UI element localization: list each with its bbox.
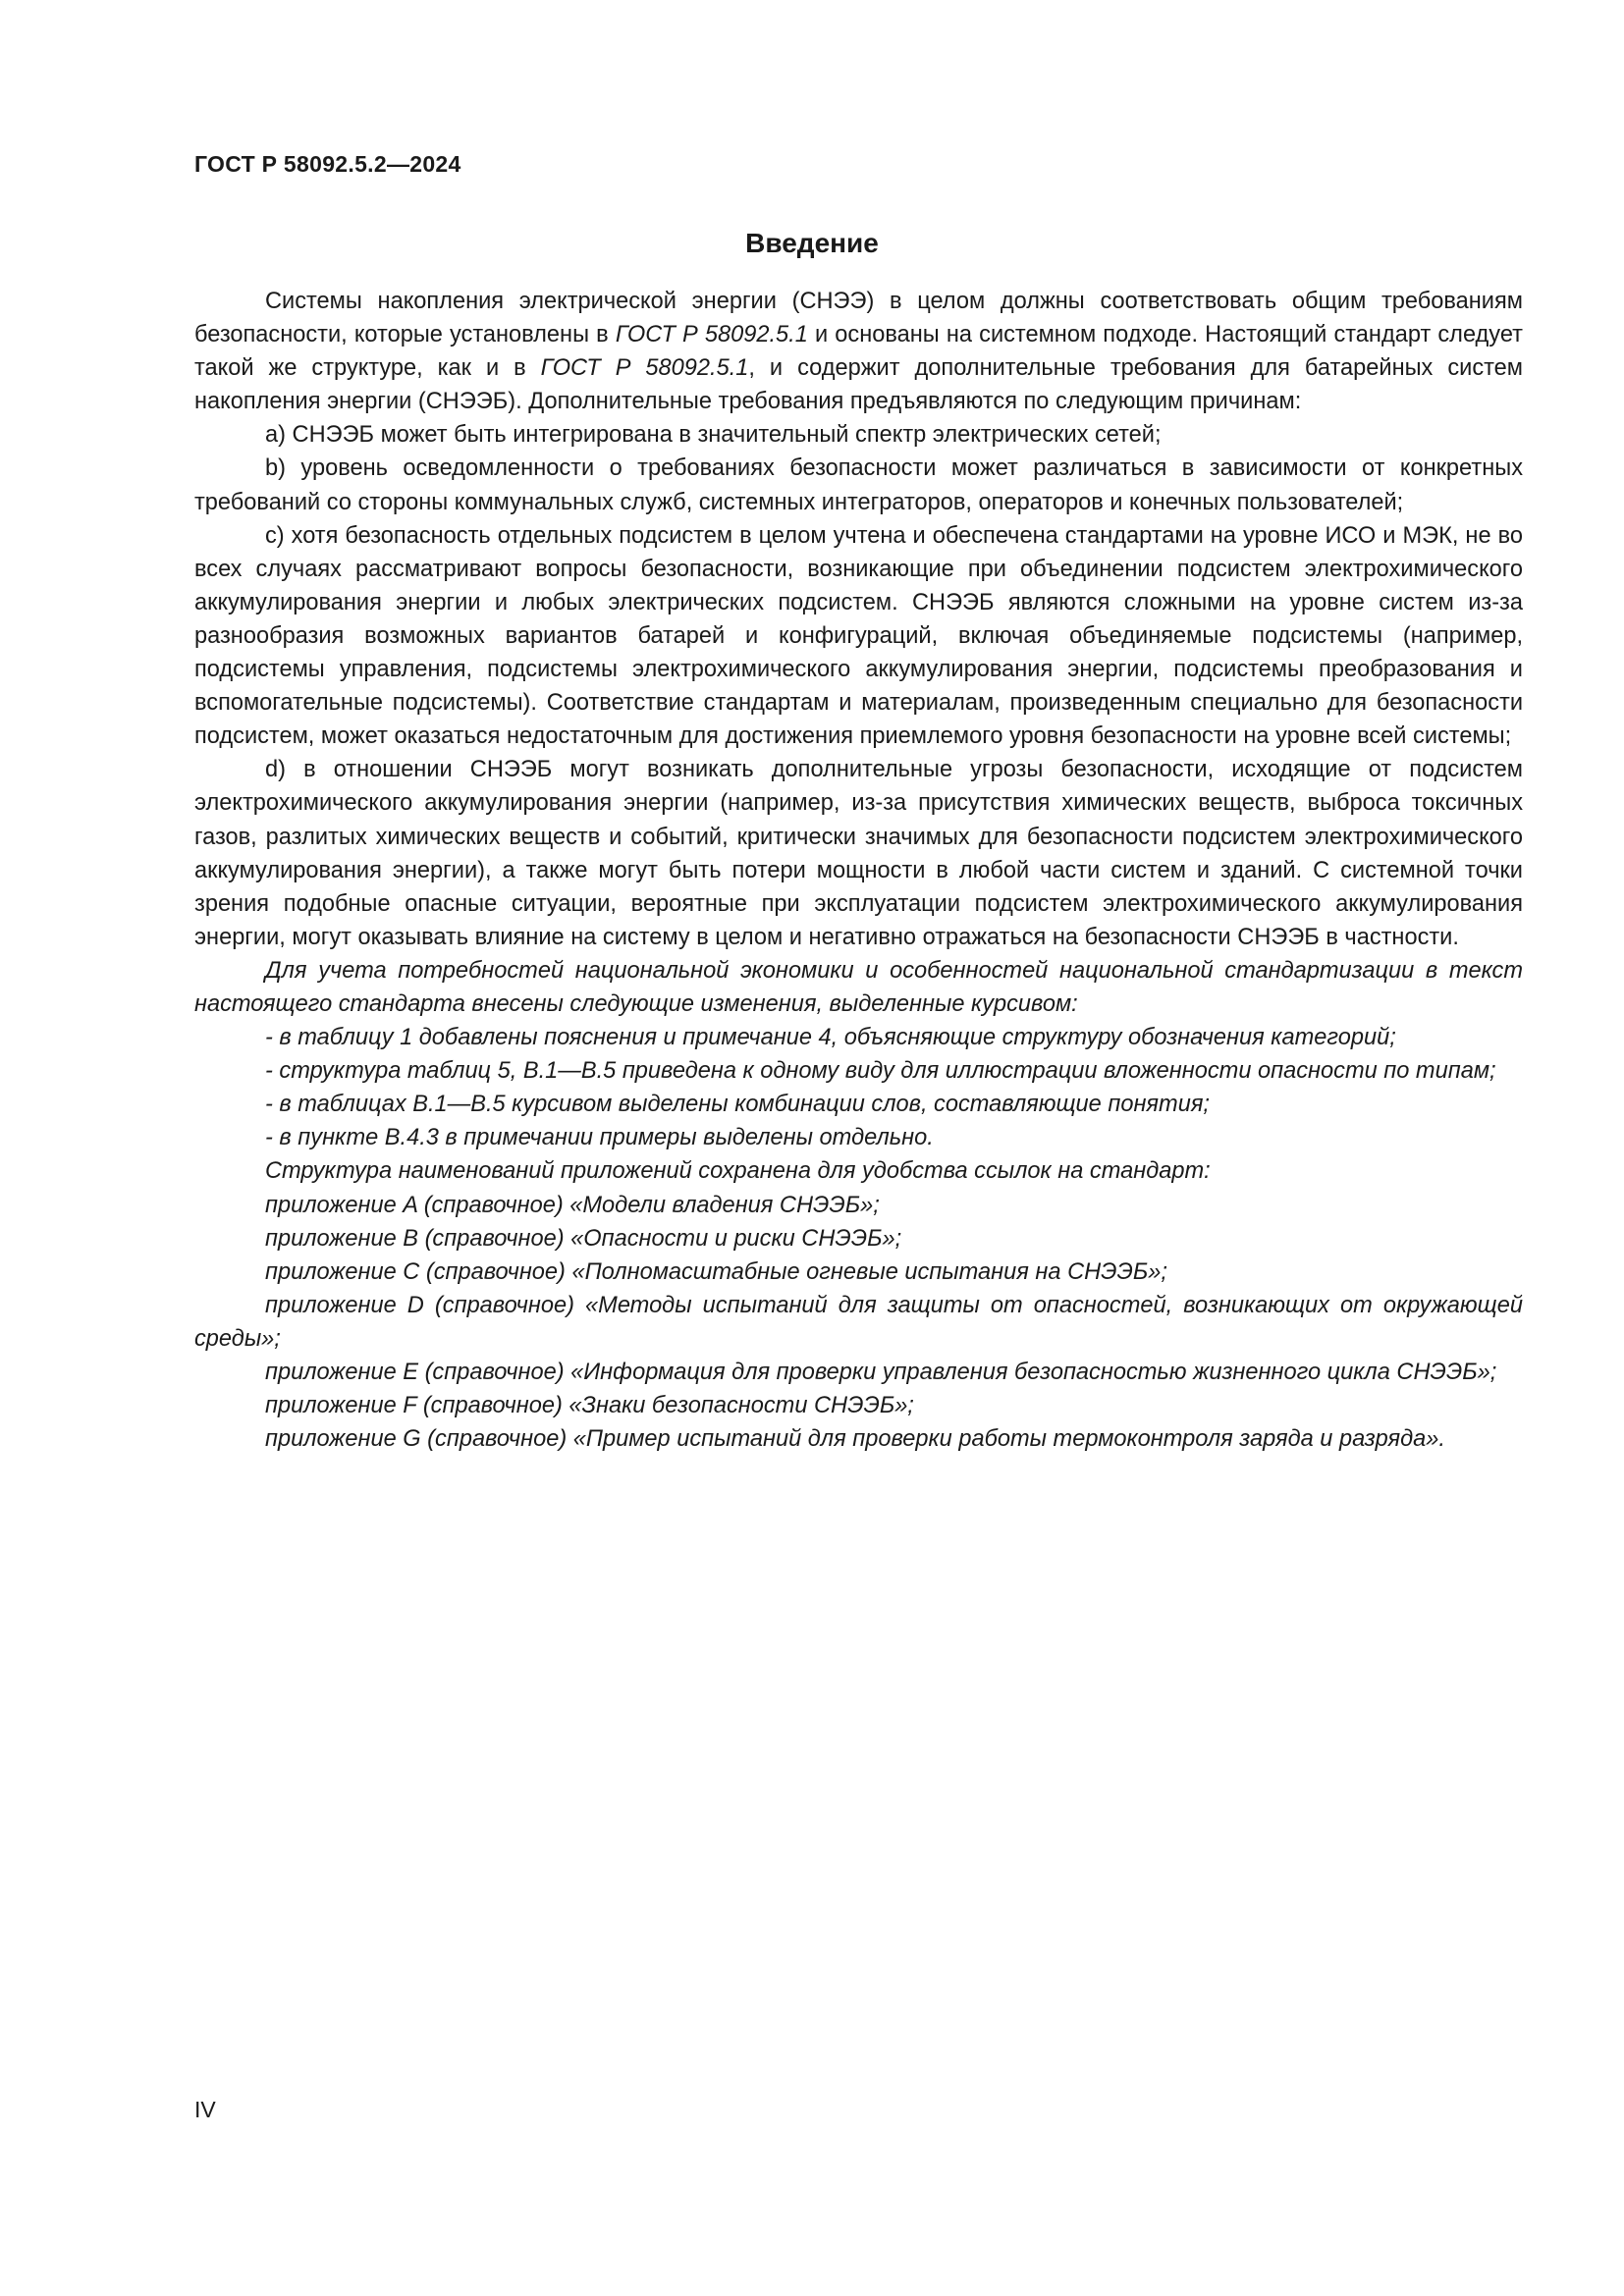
reason-item-b: b) уровень осведомленности о требованиях безопасности может различаться в зависимости от конкретных требований со стороны коммунальных служб, системных интеграторов, операторов и конечных пользователей; <box>194 455 1523 515</box>
intro-paragraph: Системы накопления электрической энергии (СНЭЭ) в целом должны соответствовать общим требованиям безопасности, которые установлены в ГОСТ Р 58092.5.1 и основаны на системном подходе. Настоящий стандарт следует такой же структуре, как и в ГОСТ Р 58092.5.1, и содержит дополнительные требования для батарейных систем накопления энергии (СНЭЭБ). Дополнительные требования предъявляются по следующим причинам: <box>194 289 1523 415</box>
standard-reference: ГОСТ Р 58092.5.1 <box>540 355 749 382</box>
change-item: - в пункте B.4.3 в примечании примеры выделены отдельно. <box>265 1125 934 1151</box>
annex-item-e: приложение E (справочное) «Информация для проверки управления безопасностью жизненного цикла СНЭЭБ»; <box>265 1360 1497 1385</box>
annex-item-c: приложение C (справочное) «Полномасштабные огневые испытания на СНЭЭБ»; <box>265 1258 1167 1285</box>
change-item: - в таблицах B.1—B.5 курсивом выделены комбинации слов, составляющие понятия; <box>265 1092 1210 1118</box>
section-title: Введение <box>745 228 879 258</box>
annex-item-f: приложение F (справочное) «Знаки безопасности СНЭЭБ»; <box>265 1393 914 1419</box>
document-designation: ГОСТ Р 58092.5.2—2024 <box>194 151 461 177</box>
document-body <box>194 285 1523 1456</box>
reason-item-c: c) хотя безопасность отдельных подсистем в целом учтена и обеспечена стандартами на уровне ИСО и МЭК, не во всех случаях рассматривают вопросы безопасности, возникающие при объединении подсистем электрохимического аккумулирования энергии и любых электрических подсистем. СНЭЭБ являются сложными на уровне систем из-за разнообразия возможных вариантов батарей и конфигураций, включая объединяемые подсистемы (например, подсистемы управления, подсистемы электрохимического аккумулирования энергии, подсистемы преобразования и вспомогательные подсистемы). Соответствие стандартам и материалам, произведенным специально для безопасности подсистем, может оказаться недостаточным для достижения приемлемого уровня безопасности на уровне всей системы; <box>194 522 1523 750</box>
change-item: - в таблицу 1 добавлены пояснения и примечание 4, объясняющие структуру обозначения категорий; <box>265 1025 1396 1051</box>
national-changes-lead: Для учета потребностей национальной экономики и особенностей национальной стандартизации в текст настоящего стандарта внесены следующие изменения, выделенные курсивом: <box>194 957 1523 1017</box>
reason-item-a: a) СНЭЭБ может быть интегрирована в значительный спектр электрических сетей; <box>265 422 1162 449</box>
annex-item-b: приложение B (справочное) «Опасности и риски СНЭЭБ»; <box>265 1225 902 1252</box>
reason-item-d: d) в отношении СНЭЭБ могут возникать дополнительные угрозы безопасности, исходящие от подсистем электрохимического аккумулирования энергии (например, из-за присутствия химических веществ, выброса токсичных газов, разлитых химических веществ и событий, критически значимых для безопасности подсистем электрохимического аккумулирования энергии), а также могут быть потери мощности в любой части систем и зданий. С системной точки зрения подобные опасные ситуации, вероятные при эксплуатации подсистем электрохимического аккумулирования энергии, могут оказывать влияние на систему в целом и негативно отражаться на безопасности СНЭЭБ в частности. <box>194 757 1523 950</box>
annex-structure-lead: Структура наименований приложений сохранена для удобства ссылок на стандарт: <box>265 1158 1211 1185</box>
page-number: IV <box>194 2097 216 2122</box>
annex-item-a: приложение A (справочное) «Модели владения СНЭЭБ»; <box>265 1192 880 1218</box>
annex-item-g: приложение G (справочное) «Пример испытаний для проверки работы термоконтроля заряда и разряда». <box>265 1426 1445 1453</box>
annex-item-d: приложение D (справочное) «Методы испытаний для защиты от опасностей, возникающих от окружающей среды»; <box>194 1292 1523 1352</box>
change-item: - структура таблиц 5, B.1—B.5 приведена к одному виду для иллюстрации вложенности опасности по типам; <box>265 1058 1496 1085</box>
standard-reference: ГОСТ Р 58092.5.1 <box>615 322 808 348</box>
